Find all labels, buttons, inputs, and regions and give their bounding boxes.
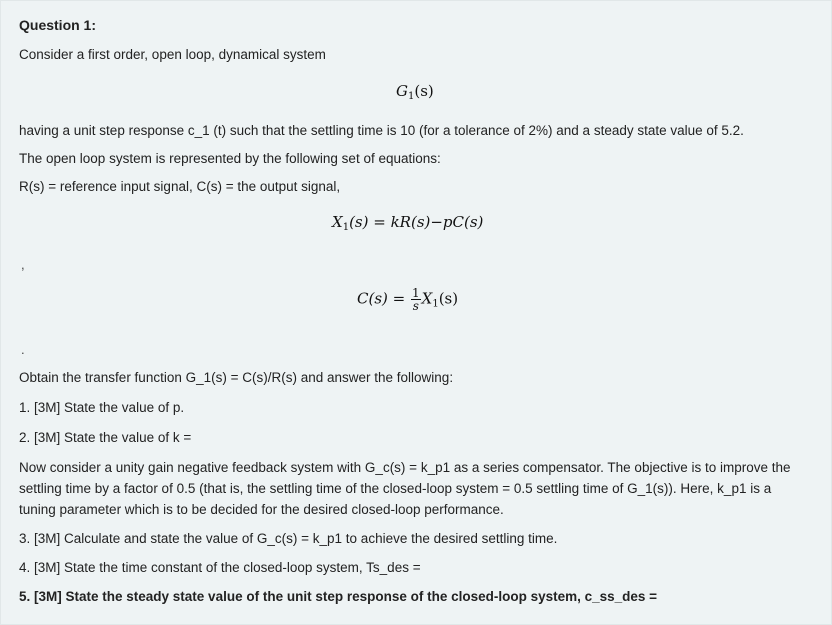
eq2-lhs: C(s) = (357, 289, 410, 308)
eq2-rhs-arg: (s) (438, 289, 459, 308)
eq1-lhs-arg: (s) = (349, 213, 391, 231)
eq-g1-arg: (s) (414, 82, 434, 100)
equation-c (357, 287, 458, 312)
intro-text: Consider a first order, open loop, dynamical system (19, 47, 326, 62)
eq1-lhs: X (332, 213, 343, 231)
eq-g1-sub: 1 (407, 91, 415, 102)
question-item-4: 4. [3M] State the time constant of the closed-loop system, Ts_des = (19, 560, 421, 575)
question-item-1: 1. [3M] State the value of p. (19, 400, 185, 415)
question-title: Question 1: (19, 17, 97, 33)
eq2-frac-den: s (412, 299, 419, 313)
step-response-text: having a unit step response c_1 (t) such that the settling time is 10 (for a tolerance of 2%) and a steady state value of 5.2. (19, 123, 744, 138)
eq2-frac-num: 1 (411, 286, 420, 300)
eq-g1-symbol: G (396, 82, 408, 100)
stray-dot: . (21, 342, 25, 357)
eq2-fraction (411, 287, 421, 312)
obtain-text: Obtain the transfer function G_1(s) = C(s)/R(s) and answer the following: (19, 370, 454, 385)
feedback-paragraph: Now consider a unity gain negative feedback system with G_c(s) = k_p1 as a series compensator. The objective is to improve the settling time by a factor of 0.5 (that is, the settling time of the closed-loop system = 0.5 settling time of G_1(s)). Here, k_p1 is a tuning parameter which is to be decided for the desired closed-loop performance. (19, 460, 791, 517)
eq2-rhs-sub: 1 (432, 298, 439, 310)
question-item-5: 5. [3M] State the steady state value of the unit step response of the closed-loop system, c_ss_des = (19, 589, 658, 604)
signals-text: R(s) = reference input signal, C(s) = the output signal, (19, 179, 341, 194)
equation-x1 (332, 213, 483, 233)
stray-comma: , (21, 257, 25, 272)
eq2-rhs: X (421, 289, 433, 308)
eq1-lhs-sub: 1 (342, 222, 350, 233)
question-item-2: 2. [3M] State the value of k = (19, 430, 192, 445)
eq1-rhs: kR(s)−pC(s) (390, 213, 484, 231)
equations-intro-text: The open loop system is represented by the following set of equations: (19, 151, 441, 166)
question-item-3: 3. [3M] Calculate and state the value of G_c(s) = k_p1 to achieve the desired settling time. (19, 531, 558, 546)
equation-g1 (396, 82, 434, 102)
